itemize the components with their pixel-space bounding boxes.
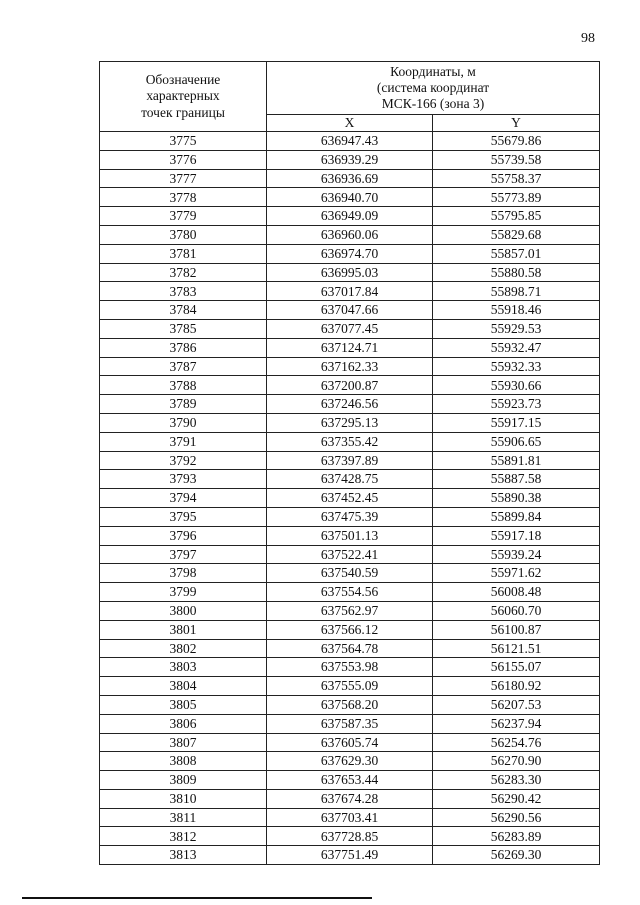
point-id-cell: 3788: [100, 376, 267, 395]
point-header-line-1: Обозначение: [145, 72, 221, 88]
table-row: [100, 846, 600, 865]
point-id-cell: 3804: [100, 677, 267, 696]
point-id-cell: 3807: [100, 733, 267, 752]
table-row: [100, 545, 600, 564]
point-id-cell: 3792: [100, 451, 267, 470]
x-coordinate-cell: 637522.41: [267, 545, 433, 564]
table-row: [100, 244, 600, 263]
table-row: [100, 564, 600, 583]
x-coordinate-cell: 637564.78: [267, 639, 433, 658]
table-row: [100, 808, 600, 827]
column-y-header: Y: [433, 115, 600, 132]
y-coordinate-cell: 55917.18: [433, 526, 600, 545]
point-id-cell: 3796: [100, 526, 267, 545]
table-row: [100, 150, 600, 169]
y-coordinate-cell: 56290.56: [433, 808, 600, 827]
x-coordinate-cell: 637554.56: [267, 583, 433, 602]
y-coordinate-cell: 56269.30: [433, 846, 600, 865]
point-id-cell: 3799: [100, 583, 267, 602]
y-coordinate-cell: 55906.65: [433, 432, 600, 451]
table-row: [100, 470, 600, 489]
y-coordinate-cell: 55930.66: [433, 376, 600, 395]
y-coordinate-cell: 56060.70: [433, 601, 600, 620]
table-row: [100, 319, 600, 338]
y-coordinate-cell: 56290.42: [433, 789, 600, 808]
coord-header-line-3: МСК-166 (зона 3): [381, 96, 485, 112]
y-coordinate-cell: 55739.58: [433, 150, 600, 169]
table-row: [100, 207, 600, 226]
y-coordinate-cell: 55923.73: [433, 395, 600, 414]
point-id-cell: 3803: [100, 658, 267, 677]
table-row: [100, 132, 600, 151]
point-id-cell: 3778: [100, 188, 267, 207]
point-id-cell: 3777: [100, 169, 267, 188]
x-coordinate-cell: 637605.74: [267, 733, 433, 752]
x-coordinate-cell: 636974.70: [267, 244, 433, 263]
x-coordinate-cell: 637475.39: [267, 507, 433, 526]
point-id-cell: 3783: [100, 282, 267, 301]
x-coordinate-cell: 637674.28: [267, 789, 433, 808]
point-id-cell: 3795: [100, 507, 267, 526]
point-id-cell: 3813: [100, 846, 267, 865]
y-coordinate-cell: 55890.38: [433, 489, 600, 508]
x-coordinate-cell: 637568.20: [267, 695, 433, 714]
point-id-cell: 3798: [100, 564, 267, 583]
x-coordinate-cell: 637653.44: [267, 771, 433, 790]
y-coordinate-cell: 55773.89: [433, 188, 600, 207]
coordinates-table: [99, 61, 600, 865]
y-coordinate-cell: 55939.24: [433, 545, 600, 564]
x-coordinate-cell: 637124.71: [267, 338, 433, 357]
point-id-cell: 3806: [100, 714, 267, 733]
x-coordinate-cell: 636947.43: [267, 132, 433, 151]
point-id-cell: 3791: [100, 432, 267, 451]
point-id-cell: 3775: [100, 132, 267, 151]
table-row: [100, 827, 600, 846]
y-coordinate-cell: 55891.81: [433, 451, 600, 470]
table-row: [100, 169, 600, 188]
y-coordinate-cell: 55899.84: [433, 507, 600, 526]
table-row: [100, 395, 600, 414]
y-coordinate-cell: 56155.07: [433, 658, 600, 677]
x-coordinate-cell: 637629.30: [267, 752, 433, 771]
x-coordinate-cell: 637017.84: [267, 282, 433, 301]
x-coordinate-cell: 637501.13: [267, 526, 433, 545]
table-row: [100, 376, 600, 395]
table-row: [100, 507, 600, 526]
point-id-cell: 3801: [100, 620, 267, 639]
table-row: [100, 771, 600, 790]
table-row: [100, 789, 600, 808]
y-coordinate-cell: 55857.01: [433, 244, 600, 263]
table-row: [100, 733, 600, 752]
y-coordinate-cell: 56121.51: [433, 639, 600, 658]
point-id-cell: 3790: [100, 413, 267, 432]
table-row: [100, 225, 600, 244]
x-coordinate-cell: 637562.97: [267, 601, 433, 620]
point-id-cell: 3779: [100, 207, 267, 226]
x-coordinate-cell: 636939.29: [267, 150, 433, 169]
point-id-cell: 3811: [100, 808, 267, 827]
point-id-cell: 3797: [100, 545, 267, 564]
x-coordinate-cell: 637728.85: [267, 827, 433, 846]
table-row: [100, 639, 600, 658]
x-coordinate-cell: 637200.87: [267, 376, 433, 395]
x-coordinate-cell: 637355.42: [267, 432, 433, 451]
y-coordinate-cell: 56100.87: [433, 620, 600, 639]
y-coordinate-cell: 55932.33: [433, 357, 600, 376]
point-id-cell: 3781: [100, 244, 267, 263]
point-id-cell: 3780: [100, 225, 267, 244]
y-coordinate-cell: 55887.58: [433, 470, 600, 489]
table-row: [100, 263, 600, 282]
y-coordinate-cell: 56207.53: [433, 695, 600, 714]
table-row: [100, 188, 600, 207]
table-row: [100, 620, 600, 639]
table-row: [100, 677, 600, 696]
point-id-cell: 3787: [100, 357, 267, 376]
y-coordinate-cell: 55918.46: [433, 301, 600, 320]
point-id-cell: 3784: [100, 301, 267, 320]
x-coordinate-cell: 636940.70: [267, 188, 433, 207]
y-coordinate-cell: 56237.94: [433, 714, 600, 733]
x-coordinate-cell: 637452.45: [267, 489, 433, 508]
y-coordinate-cell: 55880.58: [433, 263, 600, 282]
point-header-line-2: характерных: [146, 88, 220, 104]
x-coordinate-cell: 636936.69: [267, 169, 433, 188]
y-coordinate-cell: 55758.37: [433, 169, 600, 188]
y-coordinate-cell: 55679.86: [433, 132, 600, 151]
x-coordinate-cell: 637047.66: [267, 301, 433, 320]
table-row: [100, 658, 600, 677]
table-row: [100, 583, 600, 602]
y-coordinate-cell: 55932.47: [433, 338, 600, 357]
x-coordinate-cell: 637703.41: [267, 808, 433, 827]
y-coordinate-cell: 56008.48: [433, 583, 600, 602]
table-row: [100, 432, 600, 451]
coord-header-line-1: Координаты, м: [390, 63, 476, 79]
table-row: [100, 489, 600, 508]
table-row: [100, 601, 600, 620]
coordinates-table-body: [100, 132, 600, 865]
point-designation-header: [100, 62, 267, 132]
point-id-cell: 3802: [100, 639, 267, 658]
point-id-cell: 3812: [100, 827, 267, 846]
x-coordinate-cell: 637553.98: [267, 658, 433, 677]
page-number: 98: [581, 31, 595, 46]
point-id-cell: 3809: [100, 771, 267, 790]
coord-header-line-2: (система координат: [376, 79, 490, 95]
y-coordinate-cell: 56180.92: [433, 677, 600, 696]
x-coordinate-cell: 636995.03: [267, 263, 433, 282]
point-id-cell: 3786: [100, 338, 267, 357]
y-coordinate-cell: 55829.68: [433, 225, 600, 244]
table-row: [100, 357, 600, 376]
point-id-cell: 3789: [100, 395, 267, 414]
y-coordinate-cell: 56283.89: [433, 827, 600, 846]
table-row: [100, 282, 600, 301]
x-coordinate-cell: 636949.09: [267, 207, 433, 226]
x-coordinate-cell: 637540.59: [267, 564, 433, 583]
point-id-cell: 3776: [100, 150, 267, 169]
footer-rule: [22, 897, 372, 899]
table-row: [100, 695, 600, 714]
table-row: [100, 413, 600, 432]
x-coordinate-cell: 637246.56: [267, 395, 433, 414]
table-row: [100, 752, 600, 771]
table-row: [100, 714, 600, 733]
x-coordinate-cell: 637587.35: [267, 714, 433, 733]
table-row: [100, 301, 600, 320]
point-id-cell: 3782: [100, 263, 267, 282]
point-id-cell: 3794: [100, 489, 267, 508]
x-coordinate-cell: 637397.89: [267, 451, 433, 470]
point-id-cell: 3808: [100, 752, 267, 771]
y-coordinate-cell: 56283.30: [433, 771, 600, 790]
y-coordinate-cell: 56254.76: [433, 733, 600, 752]
y-coordinate-cell: 55971.62: [433, 564, 600, 583]
table-row: [100, 526, 600, 545]
x-coordinate-cell: 637162.33: [267, 357, 433, 376]
x-coordinate-cell: 637295.13: [267, 413, 433, 432]
y-coordinate-cell: 55917.15: [433, 413, 600, 432]
y-coordinate-cell: 55929.53: [433, 319, 600, 338]
point-id-cell: 3793: [100, 470, 267, 489]
y-coordinate-cell: 55795.85: [433, 207, 600, 226]
y-coordinate-cell: 55898.71: [433, 282, 600, 301]
table-row: [100, 451, 600, 470]
coordinates-header: [267, 62, 600, 115]
point-id-cell: 3805: [100, 695, 267, 714]
x-coordinate-cell: 637566.12: [267, 620, 433, 639]
point-id-cell: 3810: [100, 789, 267, 808]
x-coordinate-cell: 637077.45: [267, 319, 433, 338]
point-header-line-3: точек границы: [141, 104, 225, 120]
x-coordinate-cell: 637555.09: [267, 677, 433, 696]
x-coordinate-cell: 636960.06: [267, 225, 433, 244]
table-row: [100, 338, 600, 357]
x-coordinate-cell: 637428.75: [267, 470, 433, 489]
column-x-header: X: [267, 115, 433, 132]
point-id-cell: 3800: [100, 601, 267, 620]
y-coordinate-cell: 56270.90: [433, 752, 600, 771]
point-id-cell: 3785: [100, 319, 267, 338]
x-coordinate-cell: 637751.49: [267, 846, 433, 865]
